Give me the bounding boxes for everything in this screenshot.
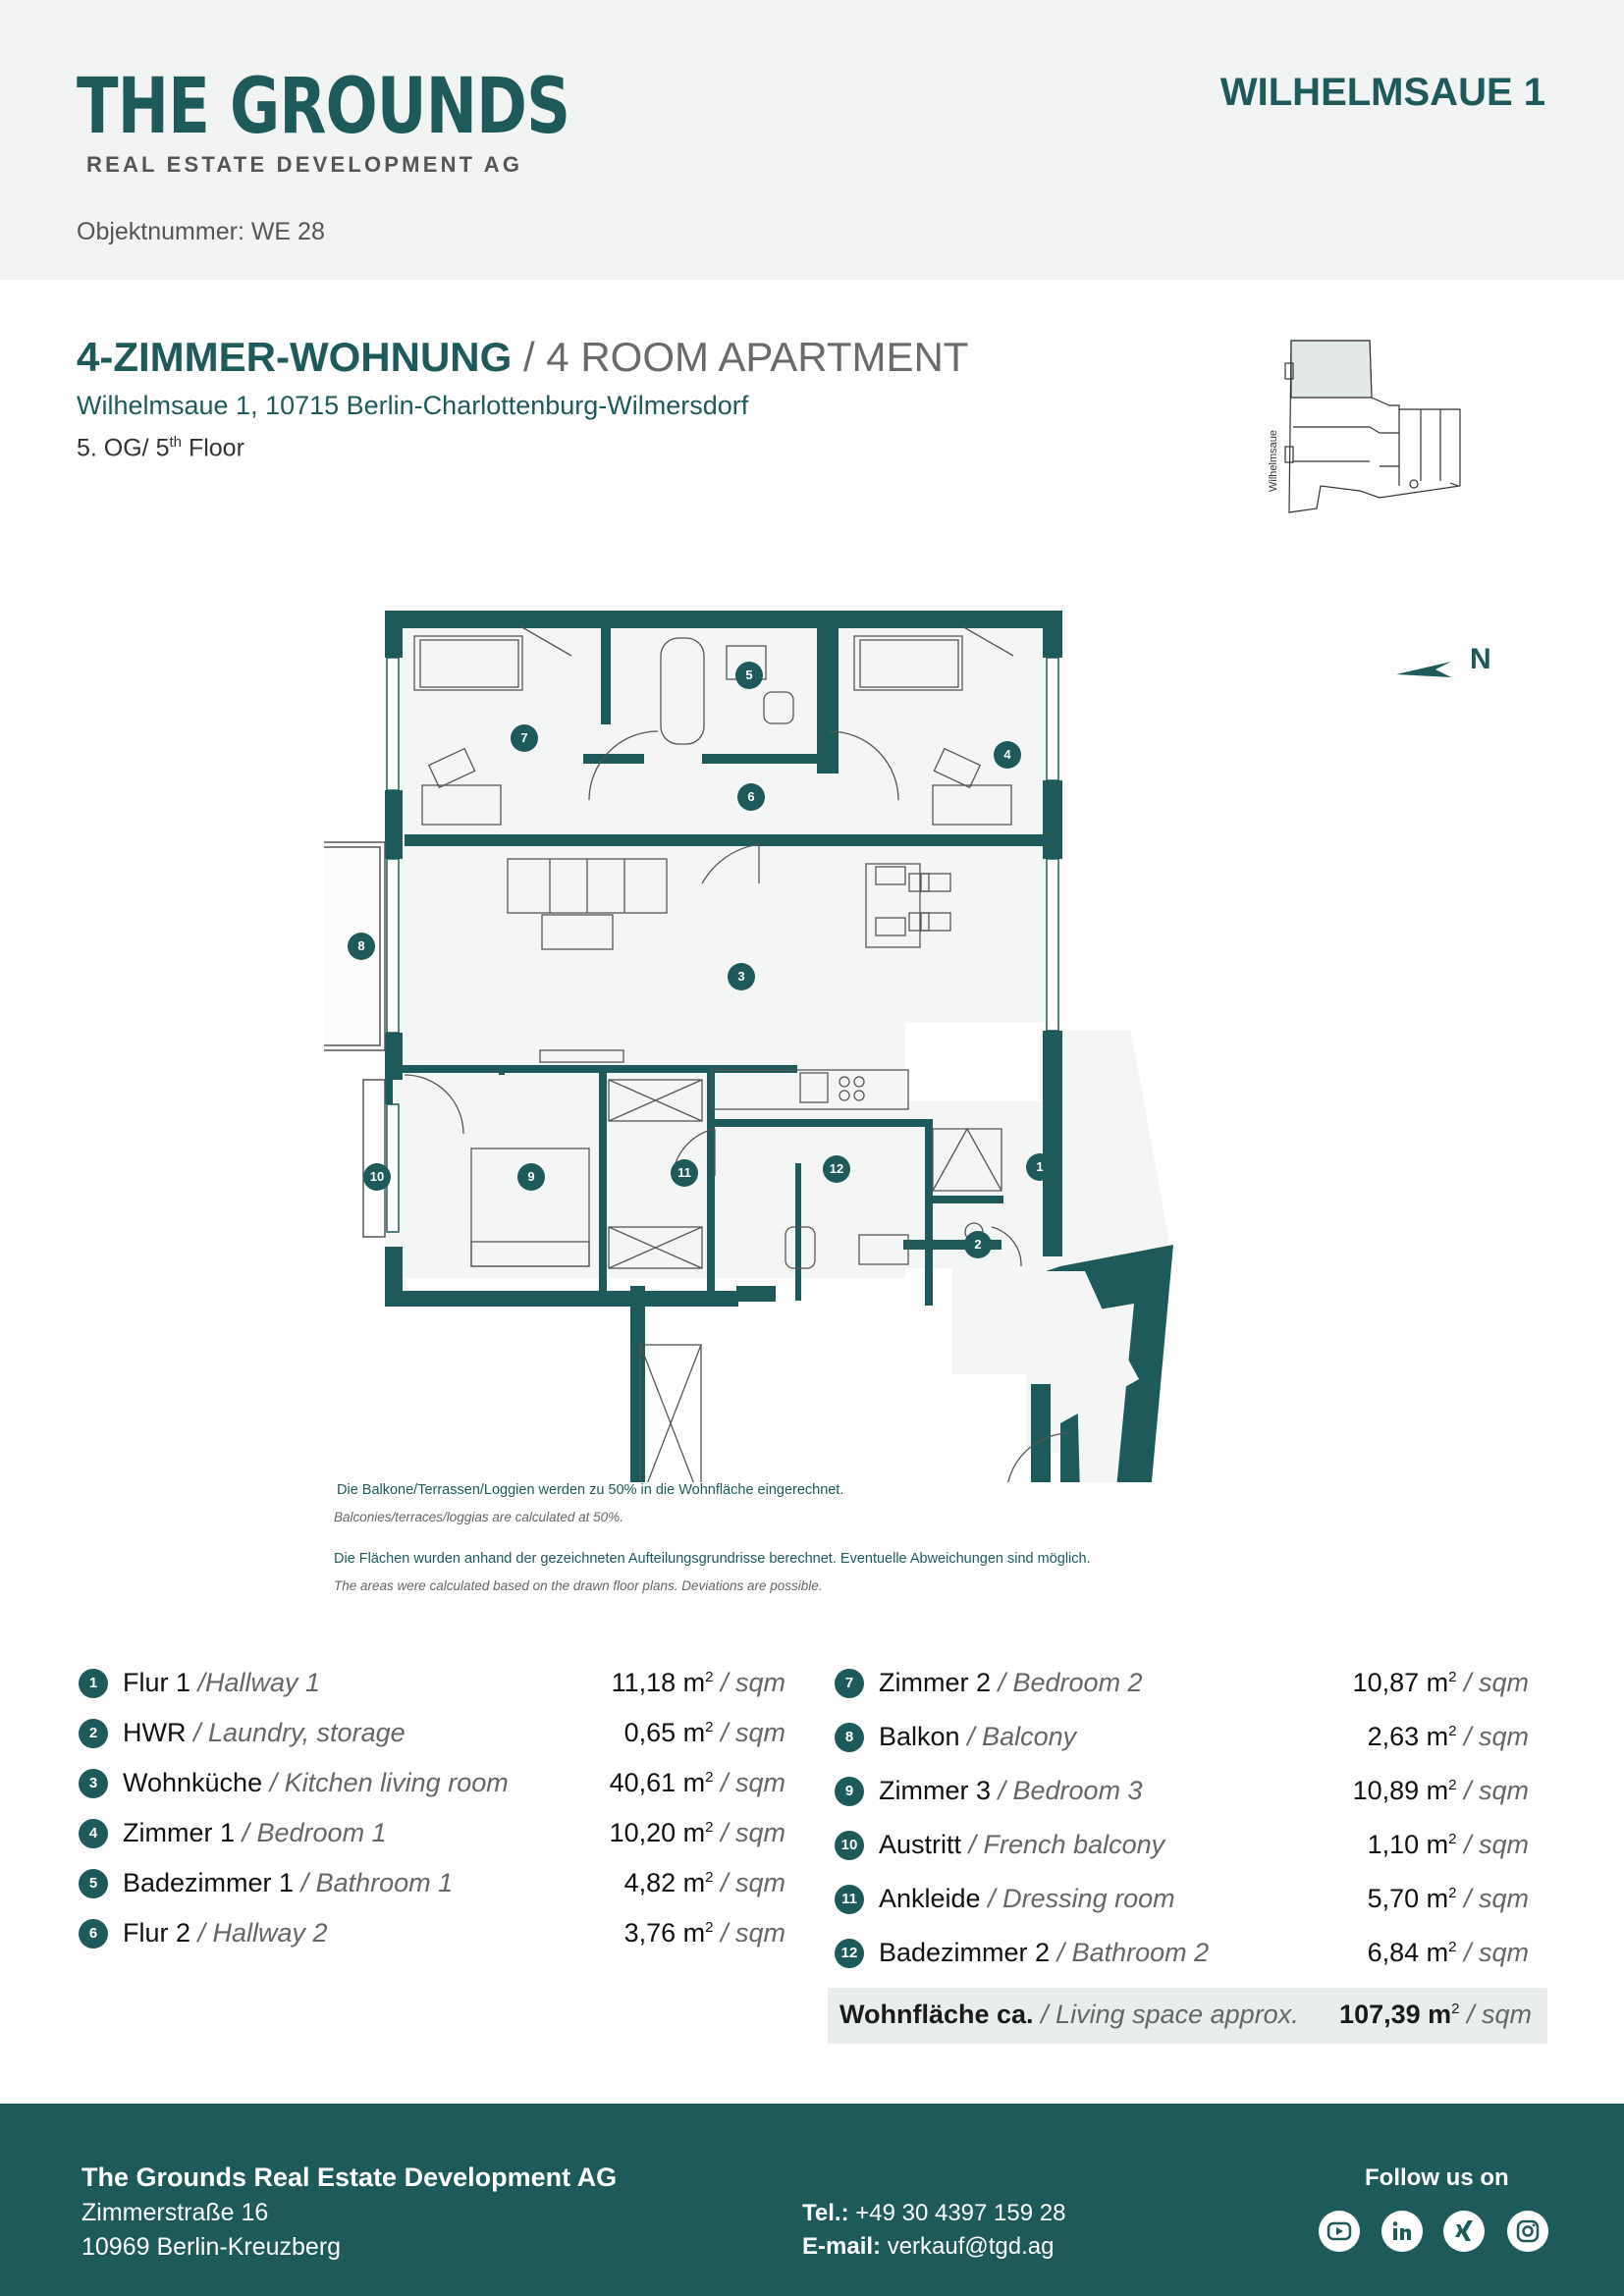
area-value: 40,61 m	[609, 1768, 706, 1797]
room-name-en: / French balcony	[968, 1830, 1165, 1859]
follow-label: Follow us on	[1365, 2164, 1509, 2191]
area-value: 11,18 m	[611, 1668, 706, 1697]
linkedin-icon[interactable]	[1381, 2211, 1423, 2252]
area-sup: 2	[1448, 1777, 1457, 1793]
room-name-de: Zimmer 3	[879, 1776, 999, 1805]
area-sup: 2	[1448, 1831, 1457, 1847]
room-name	[879, 1668, 1143, 1698]
room-name-en: / Bathroom 2	[1056, 1938, 1210, 1967]
brand-subtitle: REAL ESTATE DEVELOPMENT AG	[86, 152, 523, 177]
area-value: 1,10 m	[1367, 1830, 1449, 1859]
room-row	[79, 1764, 785, 1814]
area-sup: 2	[1448, 1669, 1457, 1685]
header-band	[0, 0, 1624, 280]
total-label	[839, 2000, 1299, 2030]
room-number-badge: 4	[79, 1819, 108, 1848]
room-name	[879, 1830, 1164, 1860]
room-name-en: / Laundry, storage	[192, 1718, 406, 1747]
room-name	[123, 1868, 453, 1898]
footer	[0, 2104, 1624, 2296]
room-area	[1368, 1938, 1529, 1968]
room-row	[79, 1864, 785, 1914]
room-number-badge: 2	[79, 1719, 108, 1748]
room-name-en: /Hallway 1	[197, 1668, 321, 1697]
total-area-sup: 2	[1451, 2001, 1460, 2017]
email-address[interactable]: verkauf@tgd.ag	[887, 2233, 1055, 2260]
total-label-en: / Living space approx.	[1041, 2000, 1299, 2029]
room-name-de: Flur 1	[123, 1668, 198, 1697]
north-arrow-icon	[1394, 640, 1512, 689]
room-name	[123, 1818, 387, 1848]
area-value: 10,20 m	[609, 1818, 706, 1847]
room-name	[879, 1884, 1175, 1914]
room-number-badge: 10	[835, 1831, 864, 1860]
title-en: / 4 ROOM APARTMENT	[512, 334, 969, 380]
area-sup: 2	[705, 1819, 714, 1836]
instagram-icon[interactable]	[1507, 2211, 1548, 2252]
room-name-de: Wohnküche	[123, 1768, 270, 1797]
plan-room-marker-1: 1	[1026, 1153, 1054, 1181]
area-sup: 2	[705, 1669, 714, 1685]
room-name-de: Zimmer 1	[123, 1818, 243, 1847]
room-number-badge: 12	[835, 1939, 864, 1968]
room-name-en: / Kitchen living room	[269, 1768, 509, 1797]
note-balcony-de: Die Balkone/Terrassen/Loggien werden zu 50% in die Wohnfläche eingerechnet.	[337, 1482, 844, 1498]
room-area	[612, 1668, 785, 1698]
plan-room-marker-5: 5	[735, 662, 763, 689]
room-name-en: / Bedroom 1	[242, 1818, 387, 1847]
room-name	[123, 1918, 328, 1949]
area-unit: / sqm	[1456, 1938, 1529, 1967]
company-name: The Grounds Real Estate Development AG	[81, 2163, 618, 2192]
room-name	[879, 1938, 1209, 1968]
apartment-title	[77, 334, 968, 381]
room-area	[1368, 1884, 1529, 1914]
room-row	[835, 1826, 1537, 1880]
room-name-de: HWR	[123, 1718, 193, 1747]
area-sup: 2	[1448, 1885, 1457, 1901]
room-name	[123, 1768, 509, 1798]
room-name-de: Austritt	[879, 1830, 969, 1859]
room-name-en: / Dressing room	[988, 1884, 1175, 1913]
room-area	[624, 1868, 785, 1898]
room-number-badge: 5	[79, 1869, 108, 1898]
area-unit: / sqm	[713, 1868, 785, 1897]
area-unit: / sqm	[1456, 1884, 1529, 1913]
room-area	[1368, 1722, 1529, 1752]
plan-room-marker-6: 6	[737, 783, 765, 811]
total-area-value: 107,39 m	[1339, 2000, 1452, 2029]
room-row	[835, 1664, 1537, 1718]
room-name-en: / Balcony	[967, 1722, 1077, 1751]
total-area-unit: / sqm	[1459, 2000, 1532, 2029]
note-areas-de: Die Flächen wurden anhand der gezeichneten Aufteilungsgrundrisse berechnet. Eventuelle Abweichungen sind möglich.	[334, 1551, 1091, 1567]
area-sup: 2	[705, 1919, 714, 1936]
room-number-badge: 11	[835, 1885, 864, 1914]
area-value: 0,65 m	[623, 1718, 706, 1747]
brand-logo: THE GROUNDS	[77, 63, 570, 151]
room-area	[610, 1768, 785, 1798]
floor-en: Floor	[182, 434, 244, 462]
area-value: 3,76 m	[623, 1918, 706, 1948]
company-street: Zimmerstraße 16	[81, 2199, 269, 2226]
room-row	[835, 1718, 1537, 1772]
room-name-de: Badezimmer 1	[123, 1868, 301, 1897]
room-name-en: / Bathroom 1	[300, 1868, 454, 1897]
site-plan-street-label: Wilhelmsaue	[1268, 430, 1279, 492]
area-unit: / sqm	[713, 1918, 785, 1948]
room-list-right	[835, 1664, 1537, 1988]
area-value: 6,84 m	[1367, 1938, 1449, 1967]
area-sup: 2	[1448, 1939, 1457, 1955]
room-number-badge: 7	[835, 1669, 864, 1698]
room-area	[624, 1918, 785, 1949]
plan-room-marker-8: 8	[348, 933, 375, 960]
room-row	[79, 1814, 785, 1864]
area-unit: / sqm	[1456, 1668, 1529, 1697]
room-number-badge: 3	[79, 1769, 108, 1798]
area-sup: 2	[1448, 1723, 1457, 1739]
room-area	[1368, 1830, 1529, 1860]
room-number-badge: 6	[79, 1919, 108, 1949]
total-label-de: Wohnfläche ca.	[839, 2000, 1042, 2029]
room-row	[79, 1714, 785, 1764]
area-sup: 2	[705, 1869, 714, 1886]
contact-email	[802, 2233, 1054, 2261]
room-number-badge: 1	[79, 1669, 108, 1698]
area-value: 10,87 m	[1352, 1668, 1449, 1697]
note-balcony-en: Balconies/terraces/loggias are calculated at 50%.	[334, 1510, 623, 1524]
apartment-floor	[77, 434, 244, 462]
header-address: WILHELMSAUE 1	[1219, 71, 1545, 114]
room-area	[610, 1818, 785, 1848]
phone-number[interactable]: +49 30 4397 159 28	[855, 2200, 1066, 2226]
room-number-badge: 8	[835, 1723, 864, 1752]
plan-room-marker-7: 7	[511, 724, 538, 752]
area-sup: 2	[705, 1769, 714, 1786]
apartment-address: Wilhelmsaue 1, 10715 Berlin-Charlottenburg-Wilmersdorf	[77, 391, 749, 420]
room-name	[123, 1668, 320, 1698]
area-sup: 2	[705, 1719, 714, 1735]
plan-room-marker-11: 11	[671, 1159, 698, 1187]
youtube-icon[interactable]	[1319, 2211, 1360, 2252]
plan-room-marker-12: 12	[823, 1155, 850, 1183]
area-value: 10,89 m	[1352, 1776, 1449, 1805]
room-name	[879, 1776, 1143, 1806]
note-areas-en: The areas were calculated based on the drawn floor plans. Deviations are possible.	[334, 1578, 823, 1593]
room-area	[1353, 1668, 1529, 1698]
room-name-de: Ankleide	[879, 1884, 989, 1913]
room-row	[79, 1664, 785, 1714]
area-unit: / sqm	[713, 1768, 785, 1797]
room-name-de: Flur 2	[123, 1918, 198, 1948]
room-name-en: / Bedroom 3	[998, 1776, 1143, 1805]
room-name-de: Badezimmer 2	[879, 1938, 1057, 1967]
room-number-badge: 9	[835, 1777, 864, 1806]
plan-room-marker-10: 10	[363, 1163, 391, 1191]
area-unit: / sqm	[1456, 1830, 1529, 1859]
area-unit: / sqm	[1456, 1722, 1529, 1751]
area-unit: / sqm	[713, 1668, 785, 1697]
object-number: Objektnummer: WE 28	[77, 218, 325, 245]
room-name	[879, 1722, 1076, 1752]
title-de: 4-ZIMMER-WOHNUNG	[77, 334, 513, 380]
floor-sup: th	[169, 434, 182, 451]
site-plan	[1242, 339, 1478, 525]
company-city: 10969 Berlin-Kreuzberg	[81, 2233, 342, 2261]
contact-phone	[802, 2200, 1065, 2227]
plan-room-marker-4: 4	[994, 741, 1021, 769]
plan-room-marker-2: 2	[964, 1231, 992, 1258]
area-unit: / sqm	[713, 1718, 785, 1747]
room-row	[835, 1880, 1537, 1934]
north-label: N	[1470, 643, 1491, 675]
plan-room-marker-9: 9	[517, 1163, 545, 1191]
xing-icon[interactable]	[1443, 2211, 1485, 2252]
room-name	[123, 1718, 406, 1748]
room-row	[79, 1914, 785, 1964]
plan-room-marker-3: 3	[728, 963, 755, 990]
area-unit: / sqm	[713, 1818, 785, 1847]
area-value: 2,63 m	[1367, 1722, 1449, 1751]
room-name-en: / Hallway 2	[197, 1918, 328, 1948]
email-label: E-mail:	[802, 2233, 888, 2260]
room-name-de: Balkon	[879, 1722, 968, 1751]
room-name-de: Zimmer 2	[879, 1668, 999, 1697]
floor-de: 5. OG/ 5	[77, 434, 170, 462]
room-area	[1353, 1776, 1529, 1806]
floor-plan	[324, 599, 1237, 1482]
phone-label: Tel.:	[802, 2200, 856, 2226]
room-row	[835, 1934, 1537, 1988]
area-unit: / sqm	[1456, 1776, 1529, 1805]
area-value: 5,70 m	[1367, 1884, 1449, 1913]
room-name-en: / Bedroom 2	[998, 1668, 1143, 1697]
area-value: 4,82 m	[623, 1868, 706, 1897]
total-value	[1339, 2000, 1532, 2030]
room-list-left	[79, 1664, 785, 1964]
room-area	[624, 1718, 785, 1748]
room-row	[835, 1772, 1537, 1826]
living-space-total	[828, 1988, 1547, 2044]
